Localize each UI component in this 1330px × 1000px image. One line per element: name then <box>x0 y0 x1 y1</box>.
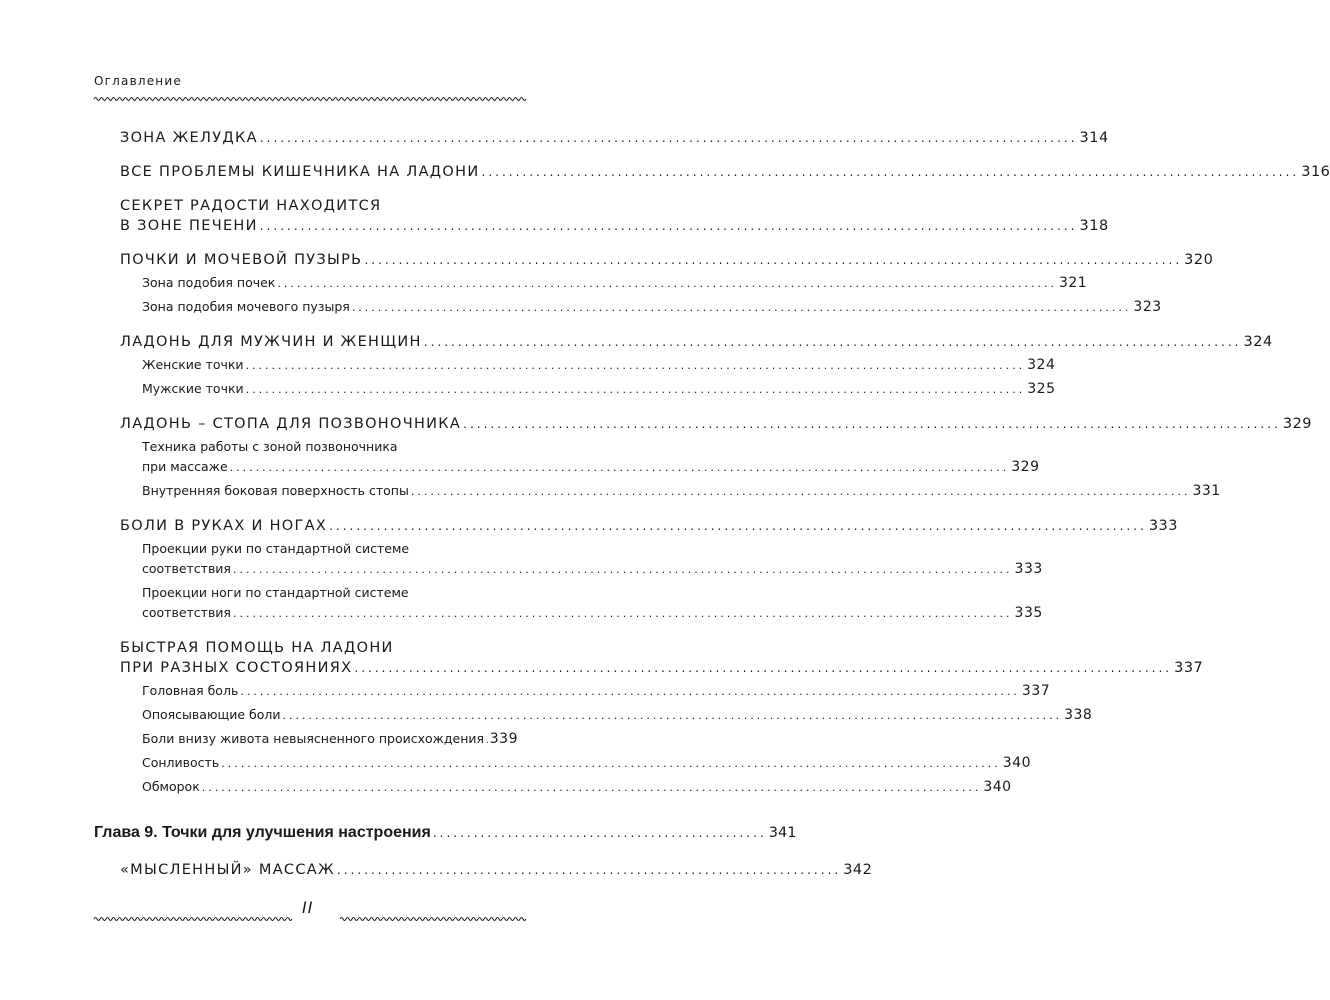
toc-entry-page-number: 324 <box>1027 357 1056 373</box>
toc-subsection-entry[interactable] <box>120 753 1032 774</box>
wavy-rule-icon <box>340 916 525 922</box>
toc-entry-title: Боли внизу живота невыясненного происхождения <box>142 731 485 746</box>
toc-subsection-entry[interactable] <box>120 355 1056 376</box>
toc-entry-title: БОЛИ В РУКАХ И НОГАХ <box>120 518 328 534</box>
toc-subsection-entry[interactable] <box>120 273 1088 294</box>
toc-section-entry[interactable] <box>120 414 1313 434</box>
leader-dots: ........................................................................................................................ <box>232 563 1013 576</box>
wavy-rule-icon <box>94 96 525 102</box>
toc-subsection-entry[interactable] <box>120 729 518 750</box>
toc-entry-after-chapter[interactable] <box>120 860 873 880</box>
leader-dots: ........................................................................................................................ <box>481 165 1300 179</box>
leader-dots: ........................................................................................................................ <box>329 519 1147 533</box>
toc-subsection-entry[interactable] <box>120 481 1221 502</box>
toc-entry-title: Сонливость <box>142 755 220 770</box>
wavy-rule-icon <box>94 916 290 922</box>
leader-dots: ........................................................................................................................ <box>277 277 1057 290</box>
toc-list <box>120 128 1330 798</box>
leader-dots: ........................................................................................................................ <box>463 417 1281 431</box>
toc-subsection-entry[interactable] <box>120 681 1051 702</box>
toc-entry-title: Головная боль <box>142 683 239 698</box>
toc-entry-page-number: 329 <box>1011 459 1040 475</box>
toc-section-entry[interactable] <box>120 516 1179 536</box>
toc-entry-page-number: 329 <box>1282 416 1313 432</box>
toc-entry-page-number: 333 <box>1014 561 1043 577</box>
chapter-page-number: 341 <box>768 825 797 841</box>
leader-dots: ........................................................................................................................ <box>354 661 1173 675</box>
toc-subsection-entry[interactable] <box>120 705 1093 726</box>
leader-dots: ........................................................................................................................ <box>410 485 1191 498</box>
chapter-entry[interactable] <box>94 822 797 844</box>
toc-entry-title: соответствия <box>142 605 231 620</box>
leader-dots: ........................................................................................................................ <box>259 131 1078 145</box>
toc-section-entry[interactable] <box>120 196 1109 236</box>
toc-entry-page-number: 340 <box>983 779 1012 795</box>
toc-entry-title: Техника работы с зоной позвоночника <box>142 439 398 454</box>
toc-entry-title: ПОЧКИ И МОЧЕВОЙ ПУЗЫРЬ <box>120 252 363 268</box>
toc-entry-title: при массаже <box>142 459 228 474</box>
toc-entry-title: Проекции ноги по стандартной системе <box>142 585 409 600</box>
toc-subsection-entry[interactable] <box>120 379 1056 400</box>
toc-section-entry[interactable] <box>120 162 1330 182</box>
toc-subsection-entry[interactable] <box>120 583 1043 624</box>
toc-entry-title: Опоясывающие боли <box>142 707 281 722</box>
leader-dots: ........................................................................................................................ <box>245 383 1026 396</box>
toc-entry-page-number: 320 <box>1184 252 1214 268</box>
toc-entry-page-number: 318 <box>1079 218 1109 234</box>
header-wavy-rule <box>94 96 525 102</box>
toc-entry-title: ЗОНА ЖЕЛУДКА <box>120 130 258 146</box>
toc-entry-title: ЛАДОНЬ ДЛЯ МУЖЧИН И ЖЕНЩИН <box>120 334 422 350</box>
toc-entry-page-number: 340 <box>1002 755 1032 771</box>
toc-entry-page-number: 335 <box>1014 605 1043 621</box>
toc-entry-page-number: 337 <box>1174 660 1204 676</box>
leader-dots: ........................................................................................................................ <box>423 335 1242 349</box>
leader-dots: ........................................................................................................................ <box>351 301 1132 314</box>
leader-dots: ........................................................................................................................ <box>240 685 1020 698</box>
toc-entry-title: «МЫСЛЕННЫЙ» МАССАЖ <box>120 862 335 878</box>
toc-entry-title: Мужские точки <box>142 381 244 396</box>
toc-subsection-entry[interactable] <box>120 297 1162 318</box>
toc-entry-page-number: 325 <box>1027 381 1056 397</box>
toc-entry-title: Зона подобия почек <box>142 275 276 290</box>
toc-subsection-entry[interactable] <box>120 437 1040 478</box>
leader-dots: ........................................................................................................................ <box>201 781 982 794</box>
toc-section-entry[interactable] <box>120 332 1273 352</box>
toc-entry-page-number: 314 <box>1079 130 1109 146</box>
toc-section-entry[interactable] <box>120 128 1109 148</box>
toc-entry-page-number: 323 <box>1133 299 1162 315</box>
toc-entry-title: В ЗОНЕ ПЕЧЕНИ <box>120 218 258 234</box>
toc-subsection-entry[interactable] <box>120 777 1012 798</box>
toc-entry-page-number: 337 <box>1021 683 1051 699</box>
toc-entry-title: Зона подобия мочевого пузыря <box>142 299 350 314</box>
toc-entry-title: ВСЕ ПРОБЛЕМЫ КИШЕЧНИКА НА ЛАДОНИ <box>120 164 480 180</box>
toc-section-entry[interactable] <box>120 250 1214 270</box>
leader-dots: ........................................................................................................................ <box>232 607 1013 620</box>
leader-dots: ........................................................................................................................ <box>364 253 1183 267</box>
footer-wavy-rule-left <box>94 907 290 913</box>
toc-subsection-entry[interactable] <box>120 539 1043 580</box>
toc-entry-page-number: 316 <box>1301 164 1330 180</box>
toc-entry-page-number: 342 <box>843 862 873 878</box>
toc-entry-page-number: 338 <box>1064 707 1093 723</box>
toc-entry-title: соответствия <box>142 561 231 576</box>
toc-entry-title: Женские точки <box>142 357 244 372</box>
toc-entry-page-number: 321 <box>1058 275 1088 291</box>
toc-entry-title: СЕКРЕТ РАДОСТИ НАХОДИТСЯ <box>120 198 382 214</box>
leader-dots: .......................................................................... <box>336 863 842 877</box>
leader-dots: ........................................................................................................................ <box>282 709 1063 722</box>
leader-dots: ........................................................................................................................ <box>245 359 1026 372</box>
toc-entry-page-number: 339 <box>489 731 518 747</box>
toc-entry-page-number: 333 <box>1148 518 1179 534</box>
toc-entry-title: Проекции руки по стандартной системе <box>142 541 410 556</box>
chapter-title: Глава 9. Точки для улучшения настроения <box>94 824 431 841</box>
toc-entry-page-number: 324 <box>1243 334 1273 350</box>
toc-entry-title: ПРИ РАЗНЫХ СОСТОЯНИЯХ <box>120 660 353 676</box>
toc-entry-title: ЛАДОНЬ – СТОПА ДЛЯ ПОЗВОНОЧНИКА <box>120 416 462 432</box>
toc-entry-page-number: 331 <box>1192 483 1221 499</box>
leader-dots: ........................................................................................................................ <box>229 461 1010 474</box>
footer-ornament: II <box>302 898 314 917</box>
toc-entry-title: Обморок <box>142 779 200 794</box>
leader-dots <box>486 730 488 750</box>
leader-dots: ........................................................................................................................ <box>221 757 1001 770</box>
toc-entry-title: БЫСТРАЯ ПОМОЩЬ НА ЛАДОНИ <box>120 640 394 656</box>
footer-wavy-rule-right <box>340 907 525 913</box>
leader-dots: ................................................. <box>432 826 767 840</box>
page-header-title: Оглавление <box>94 74 182 88</box>
leader-dots: ........................................................................................................................ <box>259 219 1078 233</box>
toc-section-entry[interactable] <box>120 638 1204 678</box>
toc-entry-title: Внутренняя боковая поверхность стопы <box>142 483 409 498</box>
